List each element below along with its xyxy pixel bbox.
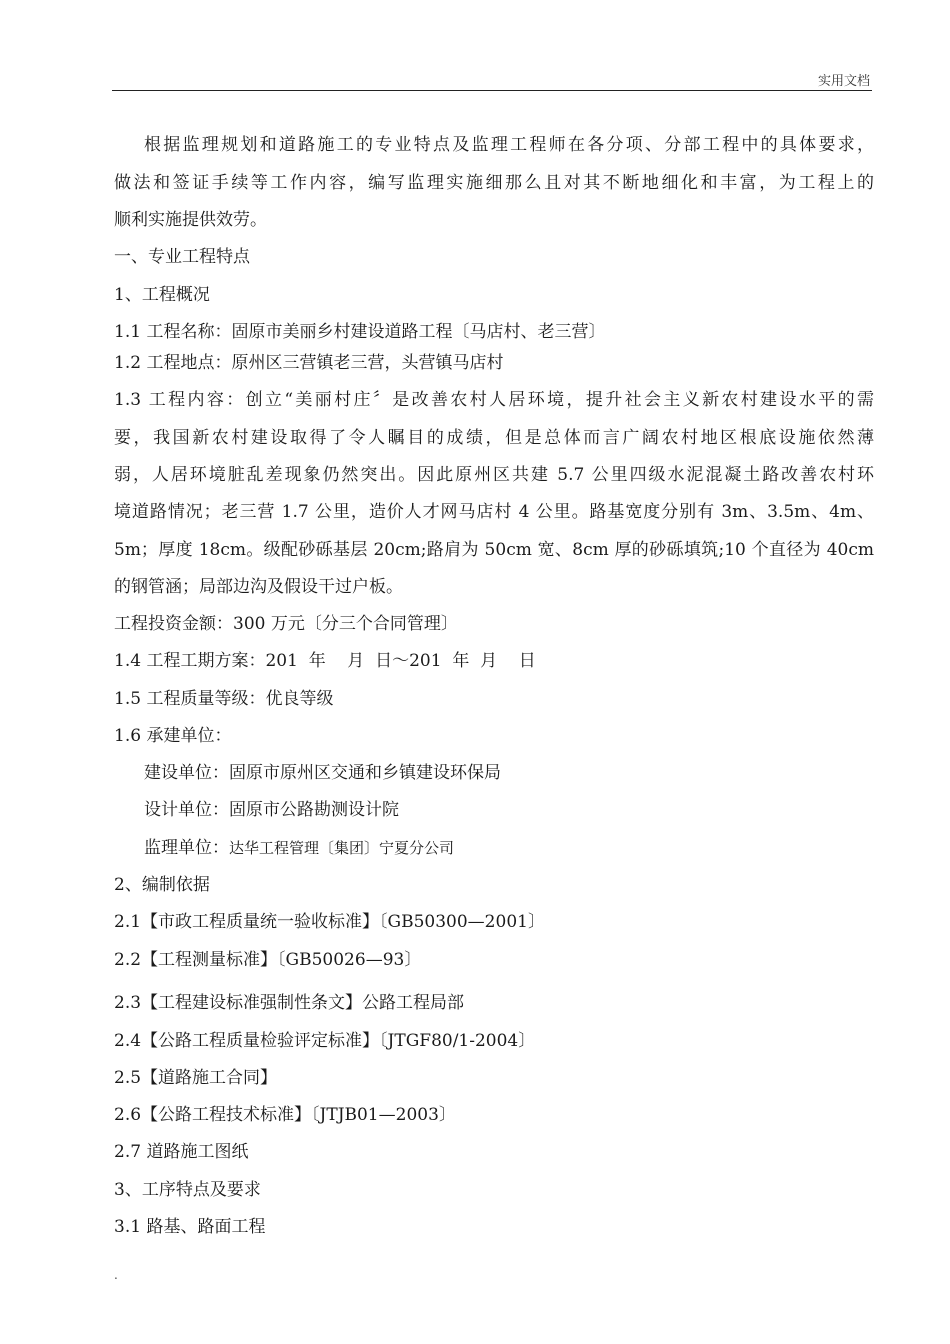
item-1-2: 1.2 工程地点：原州区三营镇老三营，头营镇马店村: [114, 353, 504, 373]
item-1-3-line-3: 弱，人居环境脏乱差现象仍然突出。因此原州区共建 5.7 公里四级水泥混凝土路改善农村环: [114, 465, 874, 485]
item-1-1: 1.1 工程名称：固原市美丽乡村建设道路工程〔马店村、老三营〕: [114, 322, 606, 342]
footer-mark: .: [114, 1268, 118, 1282]
unit-supervision: [144, 836, 904, 860]
investment-amount: 工程投资金额：300 万元〔分三个合同管理〕: [114, 614, 458, 634]
item-1-3-line-6: 的钢管涵；局部边沟及假设干过户板。: [114, 577, 403, 597]
basis-2-7: 2.7 道路施工图纸: [114, 1142, 249, 1162]
process-3-1: 3.1 路基、路面工程: [114, 1217, 266, 1237]
page-header: [112, 68, 872, 91]
basis-2-2: 2.2【工程测量标准】〔GB50026—93〕: [114, 950, 422, 970]
item-1-3-line-4: 境道路情况；老三营 1.7 公里，造价人才网马店村 4 公里。路基宽度分别有 3m、3.5m、4m、: [114, 502, 874, 522]
intro-line-2: 做法和签证手续等工作内容，编写监理实施细那么且对其不断地细化和丰富，为工程上的: [114, 173, 874, 193]
item-1-5: 1.5 工程质量等级：优良等级: [114, 689, 334, 709]
item-1-4: 1.4 工程工期方案：201 年 月 日～201 年 月 日: [114, 651, 536, 671]
unit-construction: 建设单位：固原市原州区交通和乡镇建设环保局: [144, 763, 501, 783]
item-1-3-line-1: 1.3 工程内容：创立“美丽村庄〞是改善农村人居环境，提升社会主义新农村建设水平的需: [114, 390, 874, 410]
basis-2-4: 2.4【公路工程质量检验评定标准】〔JTGF80/1-2004〕: [114, 1031, 536, 1051]
intro-line-1: 根据监理规划和道路施工的专业特点及监理工程师在各分项、分部工程中的具体要求，: [144, 135, 874, 155]
unit-supervision-label: 监理单位：: [144, 838, 229, 858]
basis-2-3: 2.3【工程建设标准强制性条文】公路工程局部: [114, 993, 465, 1013]
header-label: 实用文档: [817, 74, 870, 89]
item-1-3-line-5: 5m；厚度 18cm。级配砂砾基层 20cm;路肩为 50cm 宽、8cm 厚的砂砾填筑;10 个直径为 40cm: [114, 540, 874, 560]
basis-2-6: 2.6【公路工程技术标准】〔JTJB01—2003〕: [114, 1105, 456, 1125]
subheading-basis: 2、编制依据: [114, 875, 210, 895]
item-1-3-line-2: 要，我国新农村建设取得了令人瞩目的成绩，但是总体而言广阔农村地区根底设施依然薄: [114, 428, 874, 448]
section-heading-1: 一、专业工程特点: [114, 247, 250, 267]
subheading-process: 3、工序特点及要求: [114, 1180, 261, 1200]
subheading-project-overview: 1、工程概况: [114, 285, 210, 305]
item-1-6: 1.6 承建单位：: [114, 726, 232, 746]
unit-design: 设计单位：固原市公路勘测设计院: [144, 800, 399, 820]
basis-2-5: 2.5【道路施工合同】: [114, 1068, 278, 1088]
intro-line-3: 顺利实施提供效劳。: [114, 210, 267, 230]
basis-2-1: 2.1【市政工程质量统一验收标准】〔GB50300—2001〕: [114, 912, 545, 932]
unit-supervision-value: 达华工程管理〔集团〕宁夏分公司: [229, 839, 455, 857]
